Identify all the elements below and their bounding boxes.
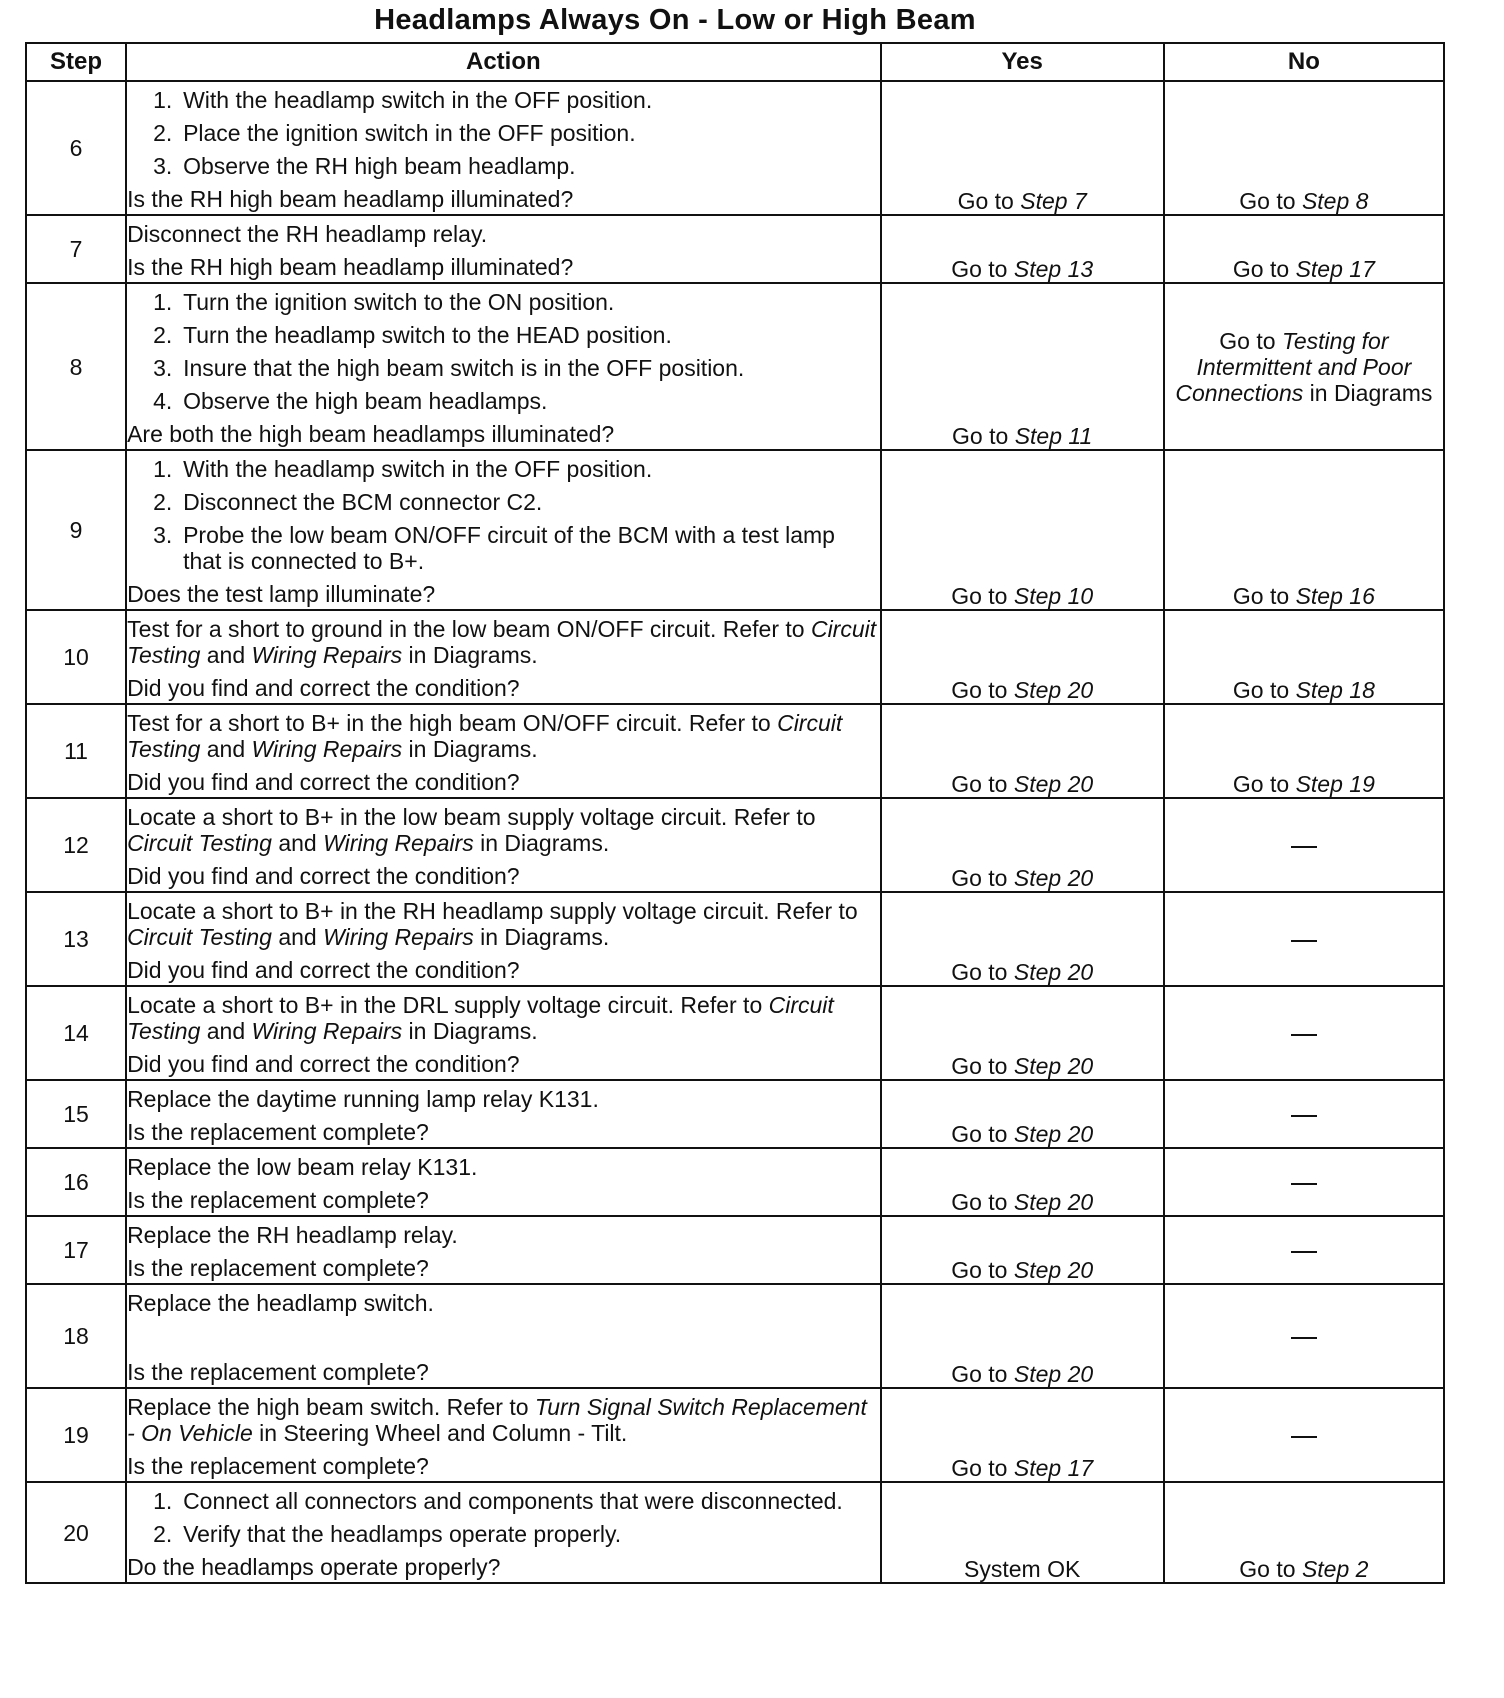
step-number-cell: 17 — [26, 1216, 126, 1284]
goto-target — [1239, 1556, 1368, 1582]
step-ref — [1014, 771, 1093, 797]
action-text-part: Test for a short to B+ in the high beam ON/OFF circuit. Refer to — [127, 710, 771, 736]
table-row — [26, 1284, 1444, 1388]
substep-item: Connect all connectors and components that were disconnected. — [183, 1488, 843, 1514]
goto-label: Go to — [951, 677, 1008, 703]
step-word: Step — [1013, 1455, 1062, 1481]
goto-target — [951, 1189, 1093, 1215]
step-number: 17 — [1349, 256, 1375, 282]
step-word: Step — [1013, 865, 1062, 891]
step-ref — [1014, 1361, 1093, 1387]
action-cell — [126, 986, 881, 1080]
action-text-part: in Diagrams. — [408, 736, 538, 762]
step-number: 20 — [1067, 1189, 1094, 1215]
goto-label: Go to — [951, 1189, 1008, 1215]
step-ref — [1014, 1189, 1093, 1215]
step-word: Step — [1295, 583, 1343, 609]
substep-item: Probe the low beam ON/OFF circuit of the BCM with a test lamp that is connected to B+. — [183, 522, 835, 574]
step-ref — [1015, 423, 1093, 449]
step-number: 20 — [1067, 1053, 1094, 1079]
step-number: 7 — [1073, 188, 1087, 214]
action-cell — [126, 283, 881, 450]
yes-cell — [881, 1388, 1164, 1482]
reference-title: Circuit Testing — [127, 710, 843, 762]
step-number: 20 — [1067, 677, 1094, 703]
not-applicable-dash — [1291, 1251, 1317, 1253]
substep-list — [127, 1488, 880, 1547]
yes-cell — [881, 986, 1164, 1080]
goto-label: Go to — [951, 771, 1008, 797]
step-number: 20 — [1067, 771, 1094, 797]
goto-target — [1239, 188, 1368, 214]
action-cell — [126, 1388, 881, 1482]
goto-label: Go to — [1219, 327, 1276, 354]
step-number: 2 — [1355, 1556, 1369, 1582]
action-question: Did you find and correct the condition? — [127, 769, 520, 795]
header-no: No — [1164, 43, 1444, 81]
table-header-row — [26, 43, 1444, 81]
step-number-cell: 11 — [26, 704, 126, 798]
action-text-part: Replace the high beam switch. Refer to — [127, 1394, 529, 1420]
goto-label: Go to — [952, 423, 1009, 449]
step-word: Step — [1013, 1257, 1062, 1283]
yes-cell — [881, 1284, 1164, 1388]
step-word: Step — [1013, 959, 1062, 985]
goto-label: Go to — [951, 583, 1008, 609]
reference-title: Circuit Testing — [127, 616, 877, 668]
not-applicable-dash — [1291, 1337, 1317, 1339]
step-number-cell: 9 — [26, 450, 126, 610]
table-row — [26, 450, 1444, 610]
step-word: Step — [1013, 1189, 1062, 1215]
reference-title: Wiring Repairs — [251, 1018, 403, 1044]
substep-item: Turn the ignition switch to the ON position. — [183, 289, 615, 315]
header-yes: Yes — [881, 43, 1164, 81]
step-number-cell: 15 — [26, 1080, 126, 1148]
step-number: 8 — [1355, 188, 1369, 214]
yes-cell — [881, 892, 1164, 986]
action-cell — [126, 1482, 881, 1583]
goto-label: Go to — [951, 865, 1008, 891]
step-word: Step — [1013, 583, 1062, 609]
step-number-cell: 7 — [26, 215, 126, 283]
not-applicable-dash — [1291, 940, 1317, 942]
action-question: Does the test lamp illuminate? — [127, 581, 436, 607]
table-row — [26, 610, 1444, 704]
action-text-part: and — [206, 642, 246, 668]
yes-cell — [881, 704, 1164, 798]
goto-target — [951, 1121, 1093, 1147]
step-ref — [1296, 677, 1375, 703]
action-text — [127, 898, 880, 950]
reference-title: Circuit Testing — [127, 830, 272, 856]
action-text-part: and — [278, 830, 317, 856]
goto-label: Go to — [951, 1257, 1008, 1283]
step-ref — [1014, 959, 1093, 985]
action-text — [127, 992, 880, 1044]
reference-title: Testing for Intermittent and Poor Connections — [1175, 327, 1412, 406]
goto-target — [951, 771, 1093, 797]
step-number-cell: 20 — [26, 1482, 126, 1583]
yes-cell — [881, 450, 1164, 610]
action-cell — [126, 215, 881, 283]
step-word: Step — [1295, 677, 1343, 703]
step-number: 18 — [1349, 677, 1375, 703]
step-ref — [1014, 1257, 1093, 1283]
no-cell — [1164, 283, 1444, 450]
step-ref — [1302, 1556, 1369, 1582]
action-text — [127, 616, 880, 668]
action-cell — [126, 610, 881, 704]
goto-label: Go to — [951, 256, 1008, 282]
goto-label: Go to — [1232, 771, 1290, 797]
action-text-part: Locate a short to B+ in the DRL supply voltage circuit. Refer to — [127, 992, 763, 1018]
action-text-part: and — [206, 1018, 246, 1044]
goto-target — [951, 1455, 1093, 1481]
step-ref — [1020, 188, 1087, 214]
goto-target — [951, 1257, 1093, 1283]
step-ref — [1014, 1455, 1093, 1481]
step-ref — [1014, 583, 1093, 609]
table-row — [26, 986, 1444, 1080]
step-ref — [1014, 256, 1093, 282]
not-applicable-dash — [1291, 846, 1317, 848]
yes-cell — [881, 610, 1164, 704]
table-row — [26, 1482, 1444, 1583]
action-text — [127, 1394, 880, 1446]
action-text-part: in Diagrams. — [408, 642, 538, 668]
step-number: 16 — [1349, 583, 1375, 609]
substep-item: Turn the headlamp switch to the HEAD position. — [183, 322, 672, 348]
action-text-part: in Diagrams. — [408, 1018, 538, 1044]
table-row — [26, 798, 1444, 892]
step-word: Step — [1295, 256, 1343, 282]
step-ref — [1014, 1053, 1093, 1079]
no-cell — [1164, 81, 1444, 215]
table-row — [26, 1216, 1444, 1284]
table-row — [26, 892, 1444, 986]
header-action: Action — [126, 43, 881, 81]
step-number-cell: 6 — [26, 81, 126, 215]
not-applicable-dash — [1291, 1034, 1317, 1036]
reference-title: Circuit Testing — [127, 992, 834, 1044]
diagnostic-table — [25, 42, 1445, 1584]
no-cell — [1164, 1216, 1444, 1284]
no-cell — [1164, 986, 1444, 1080]
yes-cell — [881, 283, 1164, 450]
action-text: Replace the daytime running lamp relay K131. — [127, 1086, 599, 1112]
action-text-part: and — [206, 736, 246, 762]
reference-title: Wiring Repairs — [323, 924, 474, 950]
step-ref — [1296, 256, 1375, 282]
step-word: Step — [1013, 1361, 1062, 1387]
action-text: Replace the RH headlamp relay. — [127, 1222, 458, 1248]
goto-target — [1233, 771, 1375, 797]
goto-target — [951, 677, 1093, 703]
step-word: Step — [1013, 771, 1062, 797]
substep-item: Insure that the high beam switch is in the OFF position. — [183, 355, 745, 381]
goto-label: Go to — [1232, 256, 1290, 282]
step-number-cell: 8 — [26, 283, 126, 450]
substep-item: Observe the high beam headlamps. — [183, 388, 548, 414]
step-number-cell: 19 — [26, 1388, 126, 1482]
step-word: Step — [1013, 256, 1062, 282]
goto-label: Go to — [951, 1053, 1008, 1079]
action-text — [127, 710, 880, 762]
goto-target — [951, 1361, 1093, 1387]
action-text: Disconnect the RH headlamp relay. — [127, 221, 488, 247]
yes-cell — [881, 81, 1164, 215]
step-number: 20 — [1067, 865, 1094, 891]
action-text: Replace the headlamp switch. — [127, 1290, 434, 1316]
action-question: Is the replacement complete? — [127, 1255, 429, 1281]
goto-target — [951, 1053, 1093, 1079]
goto-target — [1233, 256, 1375, 282]
action-cell — [126, 798, 881, 892]
table-row — [26, 704, 1444, 798]
step-number: 11 — [1068, 423, 1093, 449]
no-cell — [1164, 892, 1444, 986]
action-cell — [126, 892, 881, 986]
table-row — [26, 1148, 1444, 1216]
action-cell — [126, 450, 881, 610]
goto-target — [1233, 677, 1375, 703]
action-question: Are both the high beam headlamps illuminated? — [127, 421, 615, 447]
table-row — [26, 1388, 1444, 1482]
step-word: Step — [1020, 188, 1068, 214]
substep-item: Observe the RH high beam headlamp. — [183, 153, 576, 179]
goto-label: Go to — [957, 188, 1014, 214]
action-question: Is the replacement complete? — [127, 1359, 429, 1385]
goto-label: Go to — [1232, 583, 1290, 609]
step-number: 20 — [1067, 959, 1094, 985]
goto-label: Go to — [1239, 1556, 1296, 1582]
substep-list — [127, 456, 880, 574]
goto-label: Go to — [1232, 677, 1290, 703]
action-text-part: Locate a short to B+ in the RH headlamp supply voltage circuit. Refer to — [127, 898, 858, 924]
no-cell — [1164, 450, 1444, 610]
step-number: 20 — [1067, 1257, 1094, 1283]
no-cell — [1164, 1388, 1444, 1482]
goto-label: Go to — [951, 1361, 1008, 1387]
goto-target — [951, 256, 1093, 282]
action-question: Did you find and correct the condition? — [127, 863, 520, 889]
substep-item: With the headlamp switch in the OFF position. — [183, 87, 653, 113]
not-applicable-dash — [1291, 1436, 1317, 1438]
step-word: Step — [1301, 188, 1350, 214]
step-number: 20 — [1067, 1121, 1094, 1147]
action-question: Is the replacement complete? — [127, 1119, 429, 1145]
reference-title: Wiring Repairs — [251, 736, 403, 762]
action-question: Do the headlamps operate properly? — [127, 1554, 501, 1580]
yes-cell — [881, 1148, 1164, 1216]
table-row — [26, 1080, 1444, 1148]
step-number-cell: 18 — [26, 1284, 126, 1388]
substep-list — [127, 87, 880, 179]
step-number: 10 — [1067, 583, 1094, 609]
not-applicable-dash — [1291, 1115, 1317, 1117]
step-ref — [1014, 677, 1093, 703]
step-ref — [1296, 771, 1375, 797]
action-cell — [126, 81, 881, 215]
yes-cell — [881, 798, 1164, 892]
no-cell — [1164, 1482, 1444, 1583]
step-ref — [1014, 1121, 1093, 1147]
step-number: 13 — [1067, 256, 1094, 282]
action-question: Is the RH high beam headlamp illuminated? — [127, 254, 574, 280]
action-question: Is the replacement complete? — [127, 1453, 429, 1479]
substep-item: Place the ignition switch in the OFF position. — [183, 120, 636, 146]
step-number: 20 — [1067, 1361, 1094, 1387]
goto-target — [951, 583, 1093, 609]
step-word: Step — [1014, 423, 1063, 449]
action-text-part: and — [278, 924, 317, 950]
action-text-part: Locate a short to B+ in the low beam supply voltage circuit. Refer to — [127, 804, 816, 830]
substep-item: Verify that the headlamps operate properly. — [183, 1521, 622, 1547]
step-ref — [1296, 583, 1375, 609]
yes-cell — [881, 1482, 1164, 1583]
step-number: 19 — [1349, 771, 1375, 797]
step-number-cell: 16 — [26, 1148, 126, 1216]
goto-target — [951, 865, 1093, 891]
action-cell — [126, 1148, 881, 1216]
step-number-cell: 14 — [26, 986, 126, 1080]
header-step: Step — [26, 43, 126, 81]
no-cell — [1164, 1284, 1444, 1388]
not-applicable-dash — [1291, 1183, 1317, 1185]
no-cell — [1164, 610, 1444, 704]
goto-target — [1233, 583, 1375, 609]
action-text-part: in Diagrams. — [480, 924, 610, 950]
no-cell — [1164, 798, 1444, 892]
goto-target — [951, 959, 1093, 985]
table-row — [26, 81, 1444, 215]
step-number: 17 — [1067, 1455, 1094, 1481]
action-question: Did you find and correct the condition? — [127, 1051, 520, 1077]
table-body — [26, 81, 1444, 1583]
goto-label: Go to — [951, 1121, 1008, 1147]
action-cell — [126, 1284, 881, 1388]
reference-title: Wiring Repairs — [251, 642, 403, 668]
yes-cell — [881, 215, 1164, 283]
goto-label: Go to — [951, 959, 1008, 985]
step-word: Step — [1301, 1556, 1350, 1582]
action-text — [127, 804, 880, 856]
action-cell — [126, 1080, 881, 1148]
page-title: Headlamps Always On - Low or High Beam — [374, 4, 976, 36]
table-row — [26, 215, 1444, 283]
action-question: Did you find and correct the condition? — [127, 675, 520, 701]
step-word: Step — [1013, 1121, 1062, 1147]
goto-label: Go to — [1239, 188, 1296, 214]
goto-target — [952, 423, 1092, 449]
step-word: Step — [1013, 677, 1062, 703]
action-cell — [126, 1216, 881, 1284]
step-word: Step — [1013, 1053, 1062, 1079]
substep-item: Disconnect the BCM connector C2. — [183, 489, 543, 515]
goto-label: Go to — [951, 1455, 1008, 1481]
table-row — [26, 283, 1444, 450]
yes-result: System OK — [964, 1556, 1081, 1582]
step-number-cell: 10 — [26, 610, 126, 704]
no-cell — [1164, 215, 1444, 283]
yes-cell — [881, 1216, 1164, 1284]
action-question: Is the RH high beam headlamp illuminated? — [127, 186, 574, 212]
reference-location: in Diagrams — [1309, 379, 1433, 406]
no-cell — [1164, 1080, 1444, 1148]
no-cell — [1164, 1148, 1444, 1216]
action-cell — [126, 704, 881, 798]
step-number-cell: 13 — [26, 892, 126, 986]
step-ref — [1014, 865, 1093, 891]
action-question: Did you find and correct the condition? — [127, 957, 520, 983]
action-question: Is the replacement complete? — [127, 1187, 429, 1213]
step-number-cell: 12 — [26, 798, 126, 892]
step-ref — [1302, 188, 1369, 214]
no-cell — [1164, 704, 1444, 798]
action-text-part: in Steering Wheel and Column - Tilt. — [259, 1420, 628, 1446]
action-text: Replace the low beam relay K131. — [127, 1154, 478, 1180]
reference-title: Turn Signal Switch Replacement - On Vehicle — [127, 1394, 867, 1446]
reference-title: Wiring Repairs — [323, 830, 474, 856]
action-text-part: Test for a short to ground in the low beam ON/OFF circuit. Refer to — [127, 616, 805, 642]
yes-cell — [881, 1080, 1164, 1148]
step-word: Step — [1295, 771, 1343, 797]
goto-target — [958, 188, 1087, 214]
substep-item: With the headlamp switch in the OFF position. — [183, 456, 653, 482]
substep-list — [127, 289, 880, 414]
reference-title: Circuit Testing — [127, 924, 272, 950]
action-text-part: in Diagrams. — [480, 830, 610, 856]
